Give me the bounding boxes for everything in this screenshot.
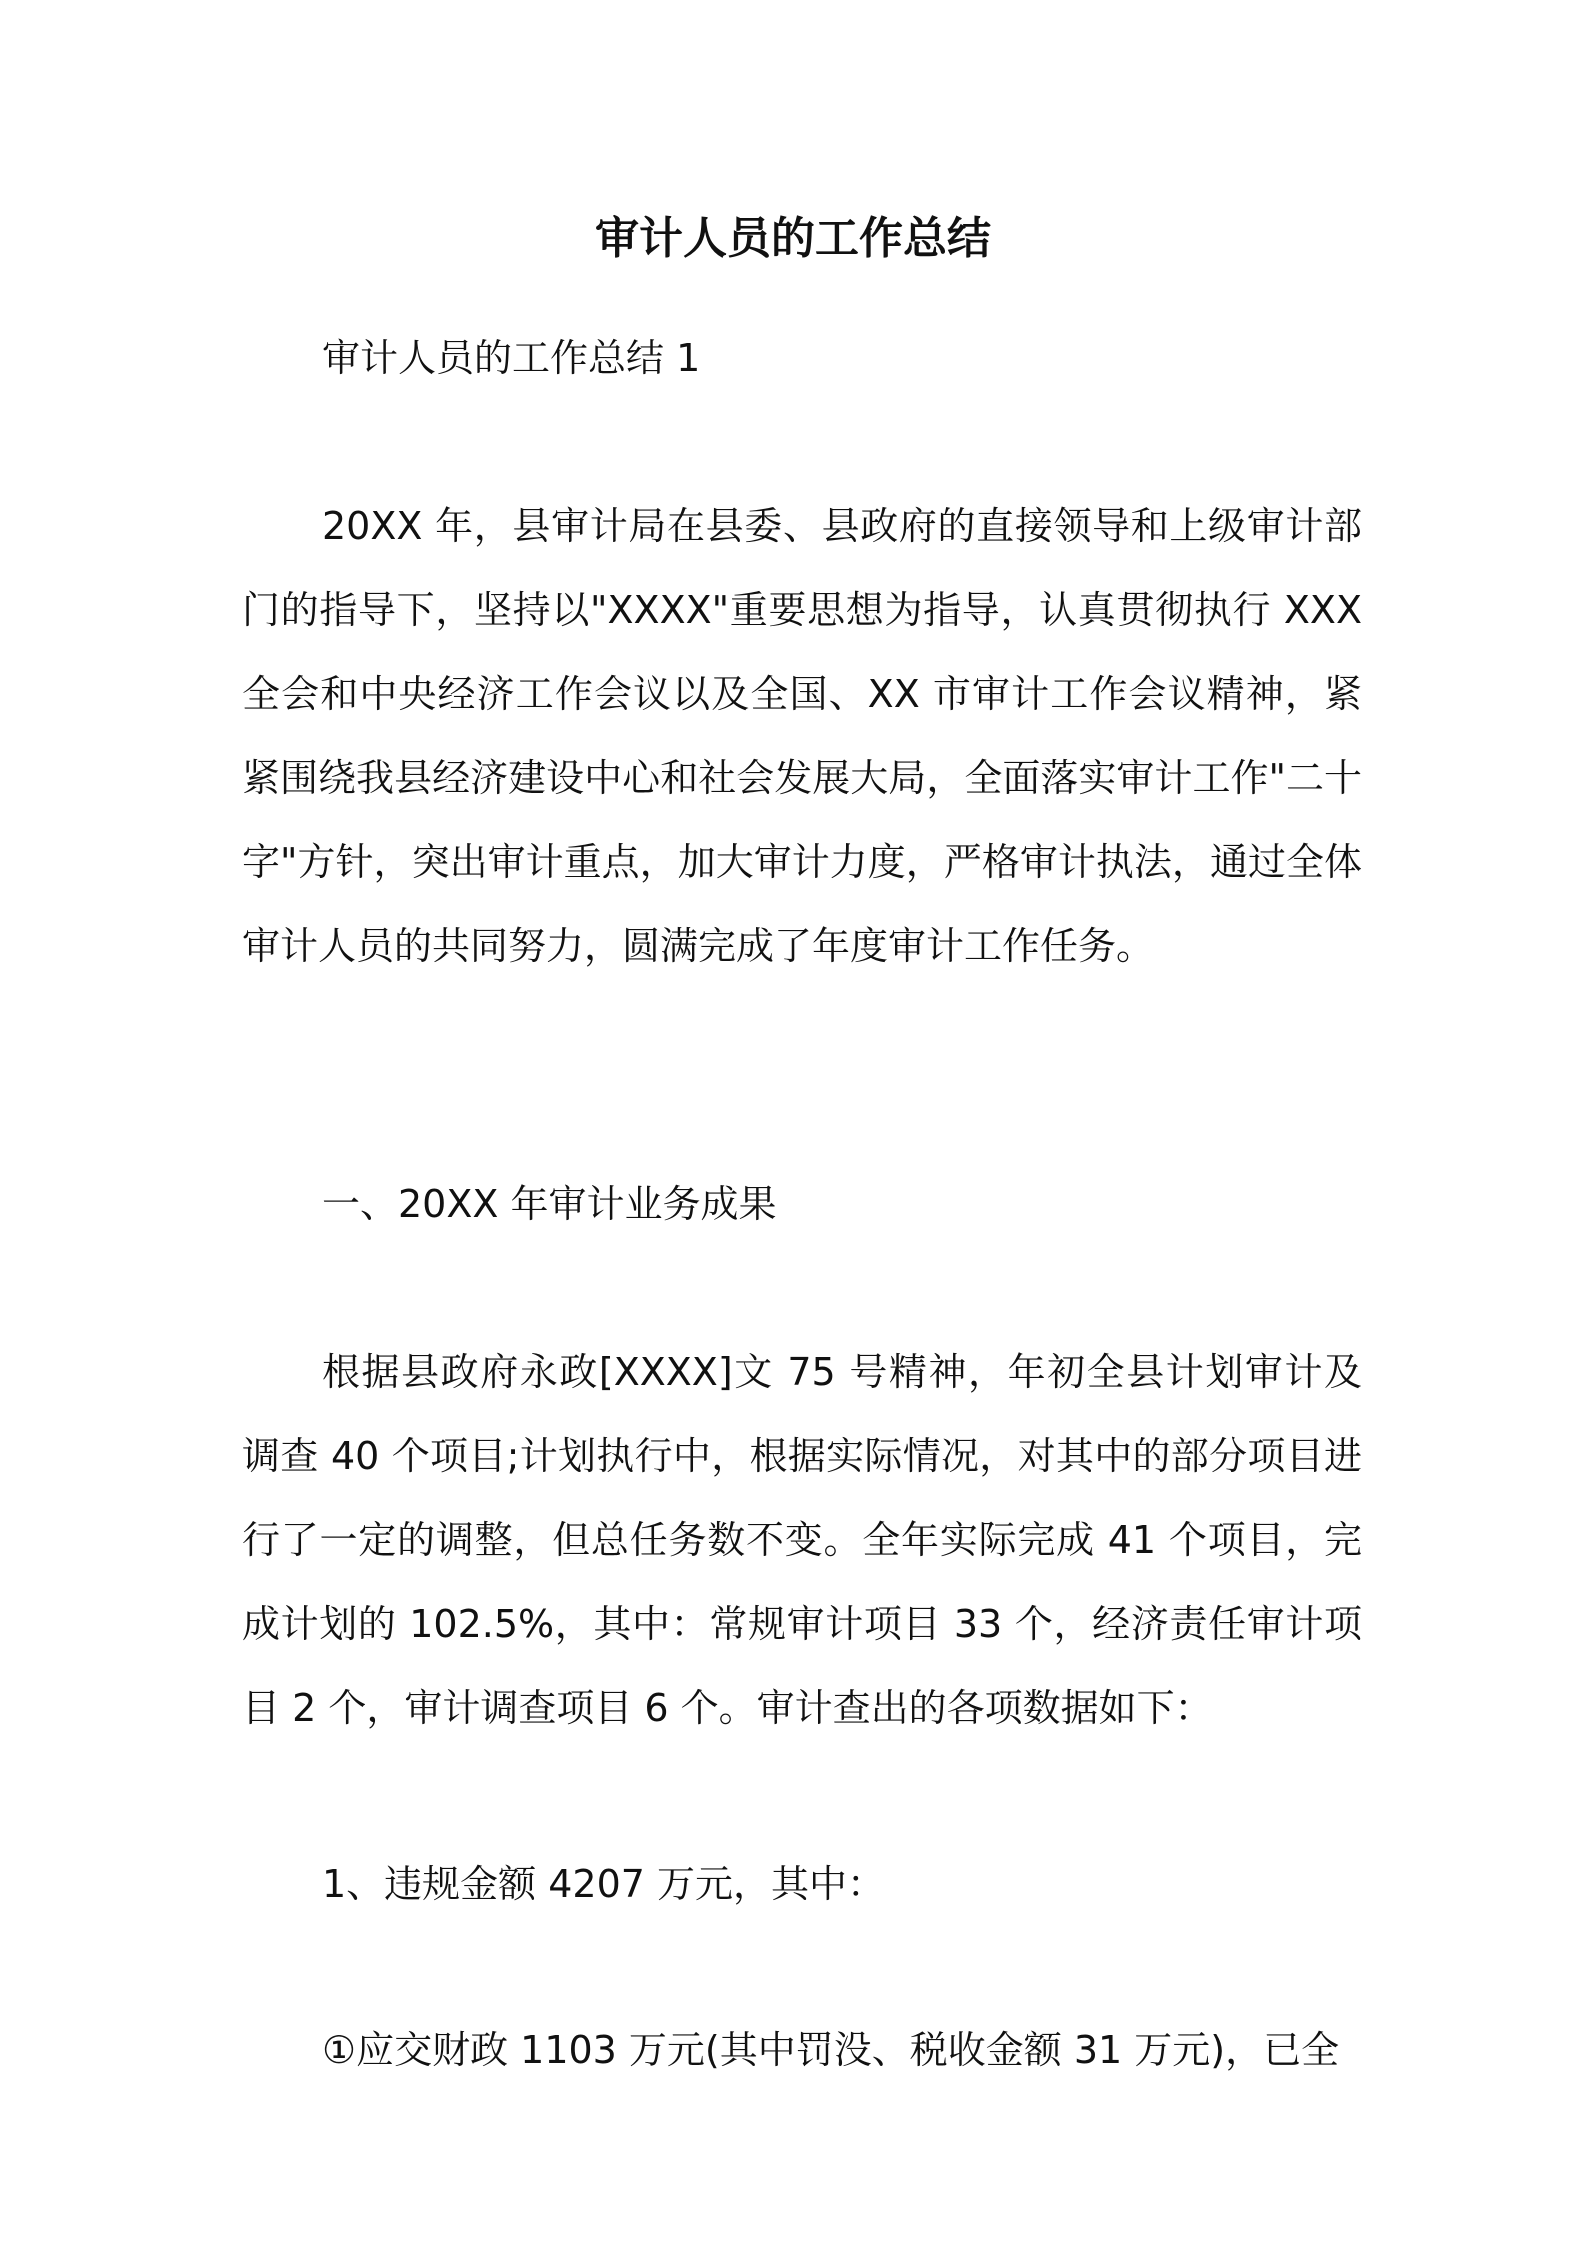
achievements-paragraph: 根据县政府永政[XXXX]文 75 号精神，年初全县计划审计及调查 40 个项目;计划执行中，根据实际情况，对其中的部分项目进行了一定的调整，但总任务数不变。全年实际完成 41 个项目，完成计划的 102.5%，其中：常规审计项目 33 个，经济责任审计项目 2 个，审计调查项目 6 个。审计查出的各项数据如下： [242, 1350, 1362, 1730]
document-title: 审计人员的工作总结 [595, 213, 991, 264]
list-item-fiscal-payable: ①应交财政 1103 万元(其中罚没、税收金额 31 万元)，已全 [322, 2028, 1340, 2072]
section-heading-achievements: 一、20XX 年审计业务成果 [322, 1182, 777, 1226]
document-subtitle: 审计人员的工作总结 1 [322, 336, 701, 380]
intro-paragraph: 20XX 年，县审计局在县委、县政府的直接领导和上级审计部门的指导下，坚持以"XXXX"重要思想为指导，认真贯彻执行 XXX 全会和中央经济工作会议以及全国、XX 市审计工作会议精神，紧紧围绕我县经济建设中心和社会发展大局，全面落实审计工作"二十字"方针，突出审计重点，加大审计力度，严格审计执法，通过全体审计人员的共同努力，圆满完成了年度审计工作任务。 [242, 504, 1362, 968]
list-item-violation-amount: 1、违规金额 4207 万元，其中： [322, 1862, 886, 1906]
